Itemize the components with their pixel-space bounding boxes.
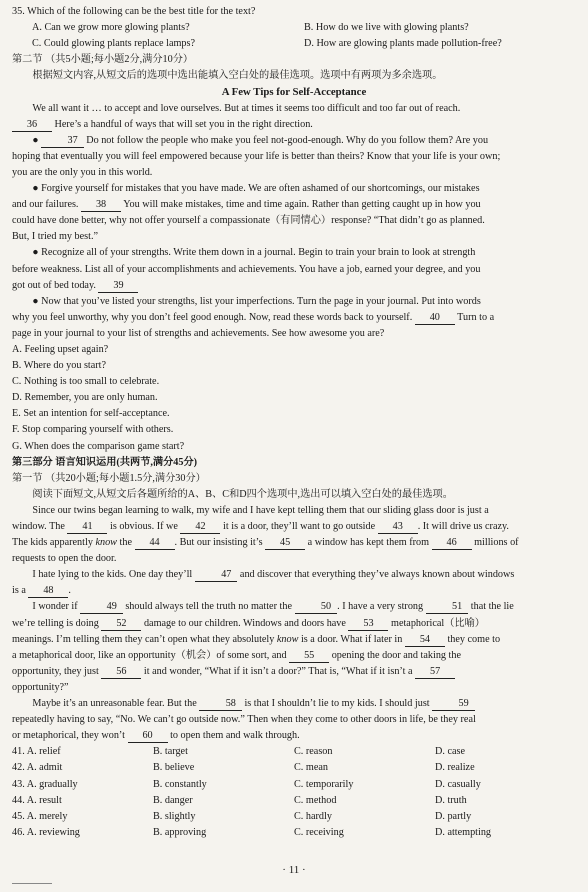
answer-43-b[interactable]: B. constantly	[153, 778, 207, 790]
answer-45-a[interactable]: 45. A. merely	[12, 810, 68, 822]
answer-42-b[interactable]: B. believe	[153, 762, 195, 774]
passage-p2-line2: hoping that eventually you will feel empowered because your life is better than theirs? Know that your life is your own;	[12, 150, 501, 162]
answer-41-d[interactable]: D. case	[435, 746, 465, 758]
cloze-line6: is a 48 .	[12, 585, 71, 597]
blank-56[interactable]: 56	[101, 665, 141, 679]
answer-46-d[interactable]: D. attempting	[435, 826, 492, 838]
blank-42[interactable]: 42	[180, 520, 220, 534]
answer-45-d[interactable]: D. partly	[435, 810, 472, 822]
blank-43[interactable]: 43	[378, 520, 418, 534]
cloze-line9: meanings. I’m telling them they can’t open what they absolutely know is a door. What if later in 54 they come to	[12, 633, 501, 645]
page-corner-rule	[12, 883, 52, 892]
blank-37[interactable]: 37	[41, 134, 84, 148]
blank-51[interactable]: 51	[426, 600, 469, 614]
q35-option-d[interactable]: D. How are glowing plants made pollution-free?	[304, 38, 502, 50]
answer-44-a[interactable]: 44. A. result	[12, 794, 62, 806]
q35-options-row2	[12, 36, 576, 52]
section2-heading: 第二节 （共5小题;每小题2分,满分10分）	[12, 54, 194, 66]
q35-options-row1	[12, 20, 576, 36]
page-number: · 11 ·	[282, 863, 306, 876]
answer-41-b[interactable]: B. target	[153, 746, 188, 758]
option-d[interactable]: D. Remember, you are only human.	[12, 392, 158, 404]
option-a[interactable]: A. Feeling upset again?	[12, 343, 109, 355]
answer-43-d[interactable]: D. casually	[435, 778, 481, 790]
passage-p4-line3: got out of bed today. 39	[12, 278, 576, 294]
answer-43-c[interactable]: C. temporarily	[294, 778, 354, 790]
cloze-line2: window. The 41 is obvious. If we 42 it is a door, they’ll want to go outside 43 . It will drive us crazy.	[12, 521, 509, 532]
blank-59[interactable]: 59	[432, 697, 475, 711]
blank-54[interactable]: 54	[405, 633, 445, 647]
passage-p3-line3: could have done better, why not offer yourself a compassionate（有同情心）response? “That didn’t go as planned.	[12, 215, 485, 227]
answer-row-46	[12, 825, 576, 841]
passage-p5-line2: why you feel unworthy, why you don’t feel good enough. Now, read these words back to yourself. 40 Turn to a	[12, 311, 495, 323]
passage-p3-line1: ● Forgive yourself for mistakes that you have made. We are often ashamed of our shortcomings, our mistakes	[32, 183, 480, 195]
passage-p2-line1: ● 37 Do not follow the people who make you feel not-good-enough. Why do you follow them? Are you	[32, 134, 489, 146]
cloze-line4: requests to open the door.	[12, 553, 117, 565]
blank-49[interactable]: 49	[80, 600, 123, 614]
passage-p5-line1: ● Now that you’ve listed your strengths, list your imperfections. Turn the page in your journal. Put into words	[32, 295, 481, 307]
blank-40[interactable]: 40	[415, 311, 455, 325]
cloze-line14: repeatedly having to say, “No. We can’t go outside now.” Then when they come to other doors in life, be they real	[12, 714, 476, 726]
part3-instruction: 阅读下面短文,从短文后各题所给的A、B、C和D四个选项中,选出可以填入空白处的最佳选项。	[32, 488, 453, 500]
blank-39[interactable]: 39	[98, 279, 138, 293]
cloze-line12: opportunity?”	[12, 681, 69, 693]
blank-41[interactable]: 41	[67, 520, 107, 534]
option-f[interactable]: F. Stop comparing yourself with others.	[12, 424, 174, 436]
blank-50[interactable]: 50	[295, 600, 338, 614]
answer-row-41	[12, 744, 576, 760]
answer-42-d[interactable]: D. realize	[435, 762, 475, 774]
blank-58[interactable]: 58	[199, 697, 242, 711]
blank-52[interactable]: 52	[101, 617, 141, 631]
answer-46-a[interactable]: 46. A. reviewing	[12, 826, 80, 838]
answer-41-c[interactable]: C. reason	[294, 746, 333, 758]
answer-row-43	[12, 777, 576, 793]
bullet-icon: ●	[32, 134, 39, 146]
blank-57[interactable]: 57	[415, 665, 455, 679]
option-e[interactable]: E. Set an intention for self-acceptance.	[12, 408, 170, 420]
answer-42-c[interactable]: C. mean	[294, 762, 328, 774]
passage-title: A Few Tips for Self-Acceptance	[221, 86, 367, 99]
blank-60[interactable]: 60	[128, 729, 168, 743]
blank-53[interactable]: 53	[348, 617, 388, 631]
answer-43-a[interactable]: 43. A. gradually	[12, 778, 78, 790]
answer-44-c[interactable]: C. method	[294, 794, 337, 806]
q35-option-b[interactable]: B. How do we live with glowing plants?	[304, 22, 469, 34]
option-b[interactable]: B. Where do you start?	[12, 360, 107, 372]
answer-row-45	[12, 809, 576, 825]
cloze-line7: I wonder if 49 should always tell the truth no matter the 50 . I have a very strong 51 that the lie	[32, 601, 514, 613]
cloze-line5: I hate lying to the kids. One day they’ll 47 and discover that everything they’ve always known about windows	[32, 569, 515, 581]
blank-44[interactable]: 44	[135, 536, 175, 550]
passage-p5-line3: page in your journal to your list of strengths and achievements. See how awesome you are?	[12, 327, 385, 339]
answer-42-a[interactable]: 42. A. admit	[12, 762, 63, 774]
answer-46-b[interactable]: B. approving	[153, 826, 207, 838]
blank-38[interactable]: 38	[81, 198, 121, 212]
blank-46[interactable]: 46	[432, 536, 472, 550]
option-c[interactable]: C. Nothing is too small to celebrate.	[12, 376, 160, 388]
passage-p2-line3: you are the only you in this world.	[12, 166, 153, 178]
passage-p3-line2: and our failures. 38 You will make mistakes, time and time again. Rather than getting caught up in how you	[12, 199, 481, 211]
cloze-line11: opportunity, they just 56 it and wonder, “What if it isn’t a door?” That is, “What if it isn’t a 57	[12, 664, 576, 680]
answer-44-b[interactable]: B. danger	[153, 794, 193, 806]
q35-option-c[interactable]: C. Could glowing plants replace lamps?	[32, 38, 195, 50]
blank-36[interactable]: 36	[12, 118, 52, 132]
passage-p3-line4: But, I tried my best.”	[12, 231, 99, 243]
passage-p1-line2: 36 Here’s a handful of ways that will set you in the right direction.	[12, 117, 576, 133]
answer-row-42	[12, 760, 576, 776]
section2-instruction: 根据短文内容,从短文后的选项中选出能填入空白处的最佳选项。选项中有两项为多余选项。	[32, 70, 443, 82]
cloze-line15: or metaphorical, they won’t 60 to open them and walk through.	[12, 730, 300, 742]
cloze-line8: we’re telling is doing 52 damage to our children. Windows and doors have 53 metaphorical（比喻）	[12, 617, 485, 629]
blank-47[interactable]: 47	[195, 568, 238, 582]
answer-46-c[interactable]: C. receiving	[294, 826, 344, 838]
blank-48[interactable]: 48	[28, 584, 68, 598]
answer-41-a[interactable]: 41. A. relief	[12, 746, 61, 758]
q35-option-a[interactable]: A. Can we grow more glowing plants?	[32, 22, 190, 34]
passage-p1-line1: We all want it … to accept and love ourselves. But at times it seems too difficult and too far out of reach.	[32, 102, 461, 114]
blank-45[interactable]: 45	[265, 536, 305, 550]
cloze-line13: Maybe it’s an unreasonable fear. But the 58 is that I shouldn’t lie to my kids. I should just 59	[12, 696, 576, 712]
part3-section1-heading: 第一节 （共20小题;每小题1.5分,满分30分）	[12, 472, 206, 484]
blank-55[interactable]: 55	[289, 649, 329, 663]
answer-45-b[interactable]: B. slightly	[153, 810, 196, 822]
passage-p4-line1: ● Recognize all of your strengths. Write them down in a journal. Begin to train your brain to look at strength	[32, 247, 476, 259]
passage-p4-line2: before weakness. List all of your accomplishments and achievements. You have a job, earned your degree, and you	[12, 263, 481, 275]
cloze-line3: The kids apparently know the 44 . But our insisting it’s 45 a window has kept them from 46 millions of	[12, 537, 519, 549]
cloze-line1: Since our twins began learning to walk, my wife and I have kept telling them that our sliding glass door is just a	[32, 504, 489, 516]
answer-row-44	[12, 793, 576, 809]
answer-45-c[interactable]: C. hardly	[294, 810, 332, 822]
q35-stem: 35. Which of the following can be the best title for the text?	[12, 6, 256, 17]
answer-44-d[interactable]: D. truth	[435, 794, 467, 806]
cloze-line10: a metaphorical door, like an opportunity（机会）of some sort, and 55 opening the door and taking the	[12, 649, 461, 661]
part3-heading: 第三部分 语言知识运用(共两节,满分45分)	[12, 456, 198, 468]
option-g[interactable]: G. When does the comparison game start?	[12, 440, 185, 452]
